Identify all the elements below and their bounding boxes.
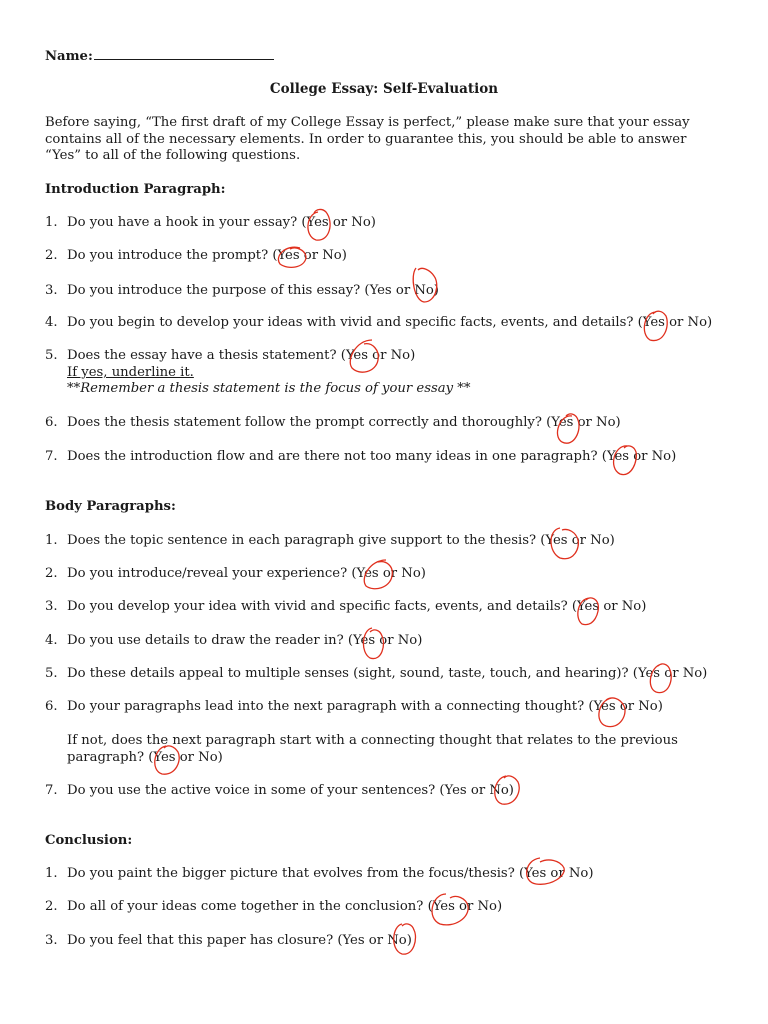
question-text: Does the topic sentence in each paragraph give support to the thesis? (Yes or No) (67, 533, 615, 548)
question-text: Do you paint the bigger picture that evolves from the focus/thesis? (Yes or No) (67, 866, 594, 881)
question-text: Do you introduce the prompt? (Yes or No) (67, 248, 347, 263)
question-text: Does the introduction flow and are there not too many ideas in one paragraph? (Yes or No) (67, 449, 677, 464)
question-text: Do you introduce/reveal your experience? (Yes or No) (67, 566, 426, 581)
item-number: 1. (45, 533, 58, 548)
question-text: Do you develop your idea with vivid and specific facts, events, and details? (Yes or No) (67, 599, 647, 614)
item-number: 3. (45, 599, 58, 614)
item-number: 3. (45, 283, 58, 298)
question-text: Do you use the active voice in some of your sentences? (Yes or No) (67, 783, 514, 798)
intro-line-3: “Yes” to all of the following questions. (45, 148, 301, 163)
item-number: 5. (45, 348, 58, 363)
item-number: 6. (45, 699, 58, 714)
followup-question-line-1: If not, does the next paragraph start with a connecting thought that relates to the previous (67, 733, 678, 748)
intro-line-2: contains all of the necessary elements. In order to guarantee this, you should be able to answer (45, 132, 687, 147)
item-number: 3. (45, 933, 58, 948)
name-blank-line (94, 47, 274, 60)
question-text: Do your paragraphs lead into the next paragraph with a connecting thought? (Yes or No) (67, 699, 663, 714)
question-text: Do you use details to draw the reader in? (Yes or No) (67, 633, 423, 648)
section-heading-body: Body Paragraphs: (45, 499, 176, 514)
thesis-underline-note: If yes, underline it. (67, 365, 194, 380)
intro-line-1: Before saying, “The first draft of my College Essay is perfect,” please make sure that your essay (45, 115, 690, 130)
question-text: Do these details appeal to multiple senses (sight, sound, taste, touch, and hearing)? (Yes or No) (67, 666, 708, 681)
thesis-reminder-note: **Remember a thesis statement is the focus of your essay ** (67, 381, 471, 396)
section-heading-introduction: Introduction Paragraph: (45, 182, 226, 197)
item-number: 2. (45, 899, 58, 914)
question-text: Do you feel that this paper has closure? (Yes or No) (67, 933, 412, 948)
item-number: 4. (45, 315, 58, 330)
question-text: Do you have a hook in your essay? (Yes or No) (67, 215, 376, 230)
section-heading-conclusion: Conclusion: (45, 833, 133, 848)
item-number: 2. (45, 248, 58, 263)
question-text: Do all of your ideas come together in the conclusion? (Yes or No) (67, 899, 503, 914)
item-number: 7. (45, 449, 58, 464)
followup-question-line-2: paragraph? (Yes or No) (67, 750, 223, 765)
item-number: 5. (45, 666, 58, 681)
item-number: 1. (45, 215, 58, 230)
name-field (45, 47, 274, 65)
page-title: College Essay: Self-Evaluation (269, 81, 499, 97)
question-text: Does the essay have a thesis statement? (Yes or No) (67, 348, 416, 363)
item-number: 1. (45, 866, 58, 881)
question-text: Do you introduce the purpose of this essay? (Yes or No) (67, 283, 439, 298)
name-label: Name: (45, 49, 93, 64)
item-number: 6. (45, 415, 58, 430)
item-number: 4. (45, 633, 58, 648)
item-number: 7. (45, 783, 58, 798)
question-text: Does the thesis statement follow the prompt correctly and thoroughly? (Yes or No) (67, 415, 621, 430)
question-text: Do you begin to develop your ideas with vivid and specific facts, events, and details? (Yes or No) (67, 315, 713, 330)
item-number: 2. (45, 566, 58, 581)
